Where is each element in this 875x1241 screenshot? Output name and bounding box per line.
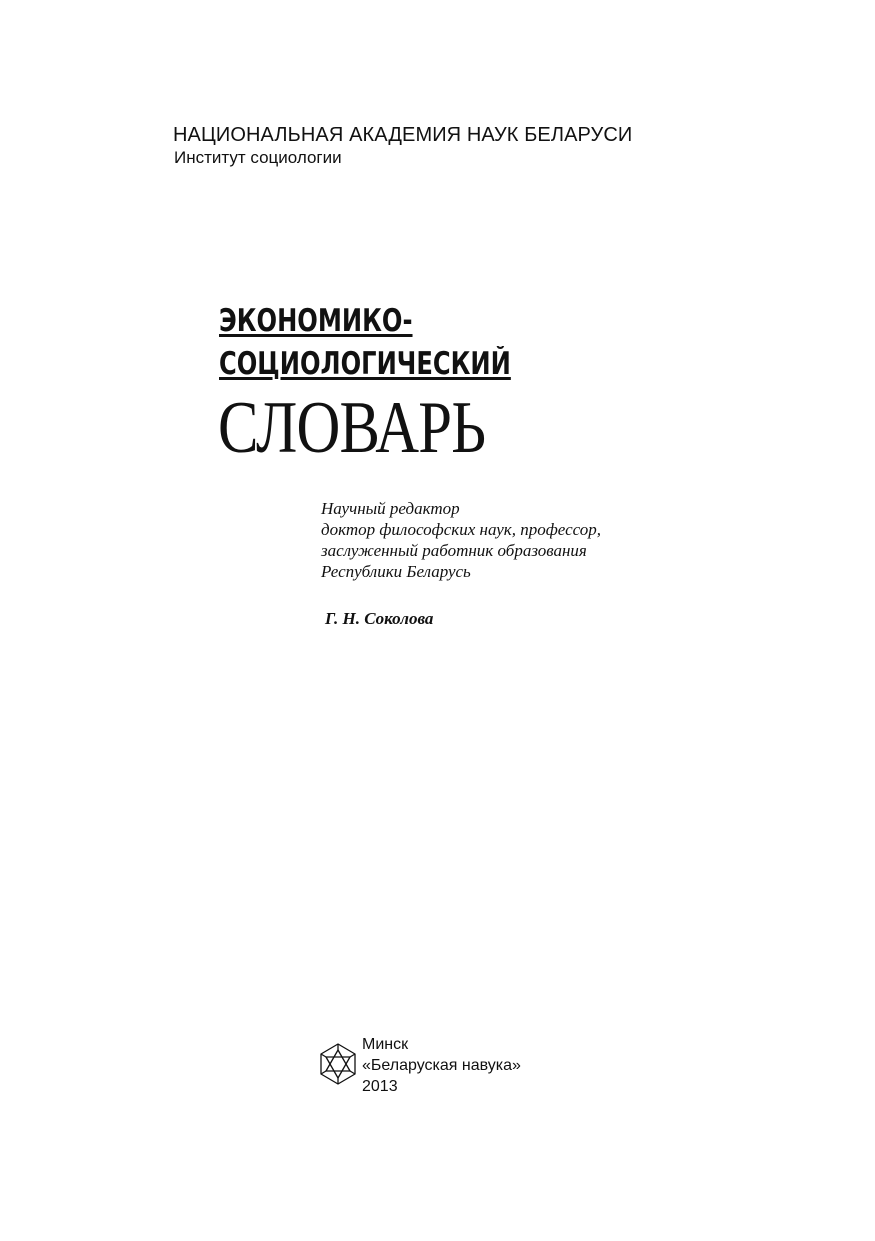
- editor-honor: заслуженный работник образования: [321, 541, 587, 560]
- publisher-name: «Беларуская навука»: [362, 1057, 521, 1074]
- publication-year: 2013: [362, 1078, 398, 1095]
- publisher-logo-icon: [318, 1042, 358, 1086]
- editor-role: Научный редактор: [321, 499, 460, 518]
- institute-name: Институт социологии: [174, 148, 342, 167]
- editor-degree: доктор философских наук, профессор,: [321, 520, 602, 539]
- publisher-city: Минск: [362, 1036, 409, 1053]
- title-line-2: СОЦИОЛОГИЧЕСКИЙ: [219, 346, 511, 382]
- organization-name: НАЦИОНАЛЬНАЯ АКАДЕМИЯ НАУК БЕЛАРУСИ: [173, 124, 633, 146]
- editor-credentials: [321, 498, 601, 582]
- editor-honor-country: Республики Беларусь: [321, 562, 471, 581]
- editor-name: Г. Н. Соколова: [325, 609, 434, 628]
- title-line-1: ЭКОНОМИКО-: [219, 303, 413, 339]
- publisher-block: [362, 1034, 521, 1097]
- title-line-3: СЛОВАРЬ: [218, 387, 486, 469]
